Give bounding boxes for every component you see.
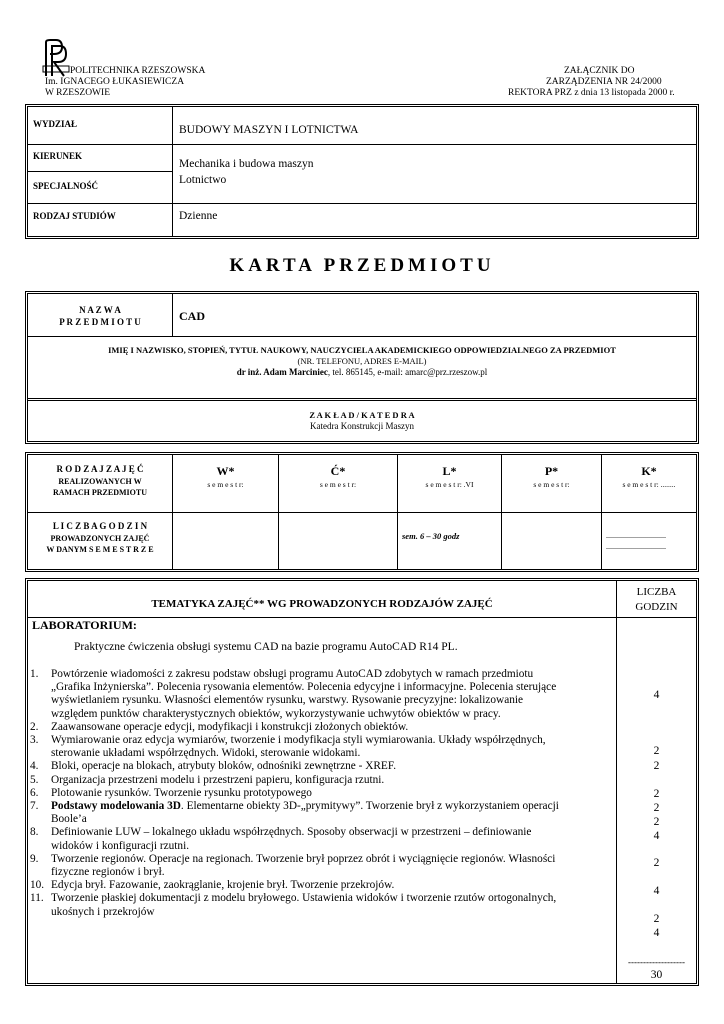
list-item-number: 1. xyxy=(30,668,39,680)
list-item-text: Boole’a xyxy=(51,813,87,826)
rodzaj-value: Dzienne xyxy=(179,210,218,222)
subject-value: CAD xyxy=(179,309,205,323)
hours-value: 2 xyxy=(653,857,660,869)
type-label-3: RAMACH PRZEDMIOTU xyxy=(53,488,147,497)
university-logo xyxy=(42,38,70,78)
col-l-code: L* xyxy=(442,464,457,478)
hours-total: 30 xyxy=(650,969,663,981)
page-title: KARTA PRZEDMIOTU xyxy=(229,255,495,276)
responsible-contact: , tel. 865145, e-mail: amarc@prz.rzeszow.pl xyxy=(327,367,488,377)
hours-label-3: W DANYM S E M E S T R Z E xyxy=(46,545,154,554)
list-item-number: 7. xyxy=(30,800,39,813)
col-k-sem: s e m e s t r: ........ xyxy=(622,480,676,489)
list-item-text: fizyczne regionów i brył. xyxy=(51,866,165,879)
col-w-code: W* xyxy=(216,464,235,478)
classes-table xyxy=(25,452,699,572)
header-city: W RZESZOWIE xyxy=(45,88,110,98)
hours-value: 2 xyxy=(653,788,660,800)
specjalnosc-value: Lotnictwo xyxy=(179,174,227,186)
type-label-2: REALIZOWANYCH W xyxy=(58,477,142,486)
list-item-line xyxy=(51,681,614,694)
list-item-number: 2. xyxy=(30,720,39,733)
specjalnosc-label: SPECJALNOŚĆ xyxy=(33,181,99,191)
list-item-text: Plotowanie rysunków. Tworzenie rysunku prototypowego xyxy=(51,786,312,799)
col-p-code: P* xyxy=(544,464,559,478)
list-item-text: . Elementarne obiekty 3D-„prymitywy”. Tworzenie brył z wykorzystaniem operacji xyxy=(180,800,559,813)
header-annex: ZAŁĄCZNIK DO xyxy=(564,66,635,76)
list-item-line xyxy=(51,826,614,839)
list-item-text: Tworzenie płaskiej dokumentacji z modelu bryłowego. Ustawienia widoków i tworzenie rzutów ortogonalnych, xyxy=(51,892,557,905)
kierunek-label: KIERUNEK xyxy=(33,151,83,161)
header-rector: REKTORA PRZ z dnia 13 listopada 2000 r. xyxy=(508,88,675,98)
list-item-number: 6. xyxy=(30,786,39,799)
list-item xyxy=(30,734,614,760)
list-item-number: 10. xyxy=(30,879,45,892)
list-item-number: 9. xyxy=(30,852,39,865)
type-label-1: R O D Z A J Z A J Ę Ć xyxy=(56,464,144,474)
list-item-text: Definiowanie LUW – lokalnego układu współrzędnych. Sposoby obserwacji w przestrzeni – definiowanie xyxy=(51,826,532,839)
hours-value: 2 xyxy=(653,802,660,814)
list-item xyxy=(30,721,614,734)
list-item-text: Bloki, operacje na blokach, atrybuty bloków, odnośniki zewnętrzne - XREF. xyxy=(51,760,397,773)
hours-value: 4 xyxy=(653,830,660,842)
subject-table xyxy=(25,291,699,444)
wydzial-value: BUDOWY MASZYN I LOTNICTWA xyxy=(179,124,359,136)
list-item-text: Wymiarowanie oraz edycja wymiarów, tworzenie i modyfikacja styli wymiarowania. Układy współrzędnych, xyxy=(51,734,546,747)
list-item-line xyxy=(51,694,614,707)
list-item xyxy=(30,787,614,800)
section-title: LABORATORIUM: xyxy=(32,618,137,632)
col-k-hours-2: .............................. xyxy=(606,542,666,551)
list-item xyxy=(30,853,614,879)
responsible-subheading: (NR. TELEFONU, ADRES E-MAIL) xyxy=(297,356,427,366)
hours-value: 2 xyxy=(653,913,660,925)
list-item-number: 4. xyxy=(30,760,39,773)
list-item-line xyxy=(51,800,614,813)
list-item-line xyxy=(51,721,614,734)
list-item-text: widoków i konfiguracji rzutni. xyxy=(51,839,190,852)
list-item xyxy=(30,879,614,892)
responsible-name: dr inż. Adam Marciniec xyxy=(236,367,328,377)
col-k-code: K* xyxy=(641,464,657,478)
hours-separator: ------------------- xyxy=(628,957,685,967)
list-item-number: 11. xyxy=(30,892,44,905)
list-item-line xyxy=(51,668,614,681)
col-c-code: Ć* xyxy=(330,464,346,478)
list-item-text: Zaawansowane operacje edycji, modyfikacji i konstrukcji złożonych obiektów. xyxy=(51,720,409,733)
col-c-sem: s e m e s t r: xyxy=(319,480,357,489)
col-w-sem: s e m e s t r: xyxy=(207,480,244,489)
col-p-sem: s e m e s t r: xyxy=(533,480,570,489)
header-patron: Im. IGNACEGO ŁUKASIEWICZA xyxy=(45,77,185,87)
topics-list xyxy=(30,668,614,919)
col-l-sem: s e m e s t r: .VI xyxy=(425,480,474,489)
list-item-line xyxy=(51,853,614,866)
hours-label-2: PROWADZONYCH ZAJĘĆ xyxy=(50,534,150,543)
list-item-line xyxy=(51,813,614,826)
col-l-hours: sem. 6 – 30 godz xyxy=(402,531,460,541)
col-k-hours-1: .............................. xyxy=(606,531,666,540)
list-item-bold: Podstawy modelowania 3D xyxy=(51,800,181,813)
list-item-line xyxy=(51,906,614,919)
list-item-line xyxy=(51,734,614,747)
list-item-line xyxy=(51,879,614,892)
list-item-text: Powtórzenie wiadomości z zakresu podstaw obsługi programu AutoCAD zdobytych w ramach przedmiotu xyxy=(51,668,534,680)
list-item-text: Organizacja przestrzeni modelu i przestrzeni papieru, konfiguracja rzutni. xyxy=(51,773,385,786)
list-item-number: 8. xyxy=(30,826,39,839)
hours-value: 4 xyxy=(653,885,660,897)
hours-value: 2 xyxy=(653,816,660,828)
header-order: ZARZĄDZENIA NR 24/2000 xyxy=(546,77,662,87)
list-item xyxy=(30,760,614,773)
list-item xyxy=(30,774,614,787)
hours-value: 4 xyxy=(653,927,660,939)
list-item xyxy=(30,892,614,918)
hours-value: 4 xyxy=(653,689,660,701)
list-item xyxy=(30,800,614,826)
kierunek-value: Mechanika i budowa maszyn xyxy=(179,158,314,170)
list-item-text: ukośnych i przekrojów xyxy=(51,905,155,918)
hours-column xyxy=(617,581,696,983)
list-item-text: wyświetlaniem rysunku. Własności elementów rysunku, warstwy. Rysowanie precyzyjne: lokalizowanie xyxy=(51,694,524,707)
list-item-text: Tworzenie regionów. Operacje na regionach. Tworzenie brył poprzez obrót i wyciągnięcie regionów. Własności xyxy=(51,852,556,865)
header-university: POLITECHNIKA RZESZOWSKA xyxy=(70,66,206,76)
list-item-text: „Grafika Inżynierska”. Polecenia rysowania elementów. Polecenia edycyjne i informacyjne. Polecenia sterujące xyxy=(51,681,557,694)
rodzaj-label: RODZAJ STUDIÓW xyxy=(33,211,116,221)
list-item-line xyxy=(51,708,614,721)
subject-label-2: P R Z E D M I O T U xyxy=(59,317,141,327)
list-item-text: względem punktów charakterystycznych obiektów, wykorzystywanie uchwytów obiektów w pracy. xyxy=(51,707,501,720)
intro-text: Praktyczne ćwiczenia obsługi systemu CAD na bazie programu AutoCAD R14 PL. xyxy=(74,641,458,653)
responsible-person xyxy=(28,367,696,377)
wydzial-label: WYDZIAŁ xyxy=(33,119,78,129)
hours-value: 2 xyxy=(653,760,660,772)
hours-label-1: L I C Z B A G O D Z I N xyxy=(52,521,148,531)
list-item-line xyxy=(51,866,614,879)
department-value: Katedra Konstrukcji Maszyn xyxy=(310,421,414,431)
list-item-text: Edycja brył. Fazowanie, zaokrąglanie, krojenie brył. Tworzenie przekrojów. xyxy=(51,879,395,892)
list-item-line xyxy=(51,774,614,787)
list-item-line xyxy=(51,787,614,800)
list-item xyxy=(30,668,614,721)
list-item-text: sterowanie układami współrzędnych. Widoki, sterowanie widokami. xyxy=(51,747,361,760)
responsible-heading: IMIĘ I NAZWISKO, STOPIEŃ, TYTUŁ NAUKOWY, NAUCZYCIELA AKADEMICKIEGO ODPOWIEDZIALNEGO ZA PRZEDMIOT xyxy=(108,345,616,355)
info-table xyxy=(25,104,699,239)
hours-value: 2 xyxy=(653,745,660,757)
topics-table xyxy=(25,578,699,986)
list-item-line xyxy=(51,760,614,773)
list-item-line xyxy=(51,747,614,760)
list-item-number: 3. xyxy=(30,734,39,747)
list-item xyxy=(30,826,614,852)
list-item-number: 5. xyxy=(30,773,39,786)
list-item-line xyxy=(51,840,614,853)
list-item-line xyxy=(51,892,614,905)
topics-heading: TEMATYKA ZAJĘĆ** WG PROWADZONYCH RODZAJÓW ZAJĘĆ xyxy=(151,598,493,610)
hours-heading-2: GODZIN xyxy=(635,601,678,613)
subject-label-1: N A Z W A xyxy=(79,305,121,315)
department-label: Z A K Ł A D / K A T E D R A xyxy=(309,410,415,420)
hours-heading-1: LICZBA xyxy=(636,586,677,598)
